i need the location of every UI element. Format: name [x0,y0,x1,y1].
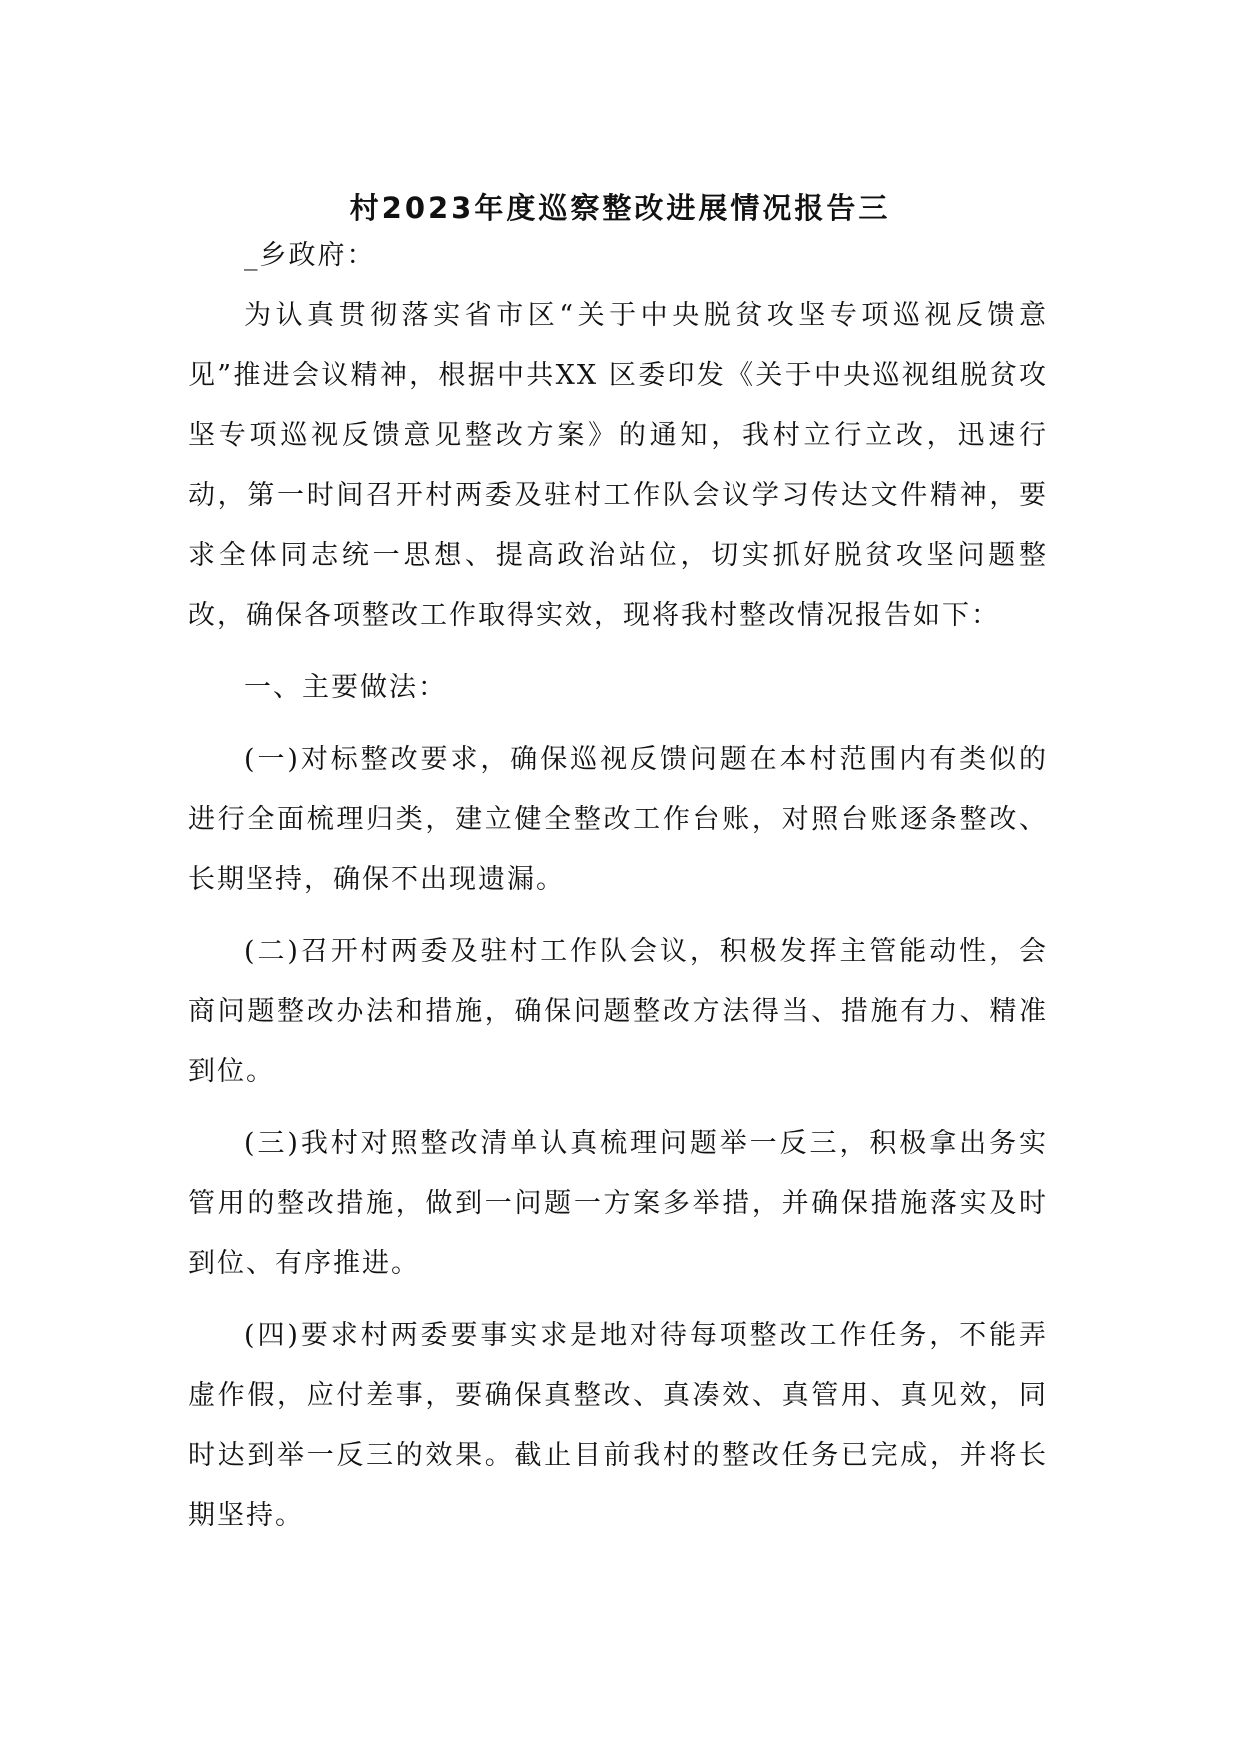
section-heading: 一、主要做法： [244,672,447,703]
list-item: (二)召开村两委及驻村工作队会议，积极发挥主管能动性，会商问题整改办法和措施，确保问题整改方法得当、措施有力、精准到位。 [188,936,1048,1087]
salutation: _乡政府： [244,240,376,271]
list-item: (三)我村对照整改清单认真梳理问题举一反三，积极拿出务实管用的整改措施，做到一问题一方案多举措，并确保措施落实及时到位、有序推进。 [188,1128,1048,1279]
list-item: (一)对标整改要求，确保巡视反馈问题在本村范围内有类似的进行全面梳理归类，建立健全整改工作台账，对照台账逐条整改、长期坚持，确保不出现遗漏。 [188,744,1048,895]
intro-paragraph: 为认真贯彻落实省市区“关于中央脱贫攻坚专项巡视反馈意见”推进会议精神，根据中共XX 区委印发《关于中央巡视组脱贫攻坚专项巡视反馈意见整改方案》的通知，我村立行立改，迅速行动，第一时间召开村两委及驻村工作队会议学习传达文件精神，要求全体同志统一思想、提高政治站位，切实抓好脱贫攻坚问题整改，确保各项整改工作取得实效，现将我村整改情况报告如下： [188,300,1048,631]
list-item: (四)要求村两委要事实求是地对待每项整改工作任务，不能弄虚作假，应付差事，要确保真整改、真凑效、真管用、真见效，同时达到举一反三的效果。截止目前我村的整改任务已完成，并将长期坚持。 [188,1320,1048,1531]
document-title: 村2023年度巡察整改进展情况报告三 [349,191,891,225]
document-body [188,226,1048,1546]
